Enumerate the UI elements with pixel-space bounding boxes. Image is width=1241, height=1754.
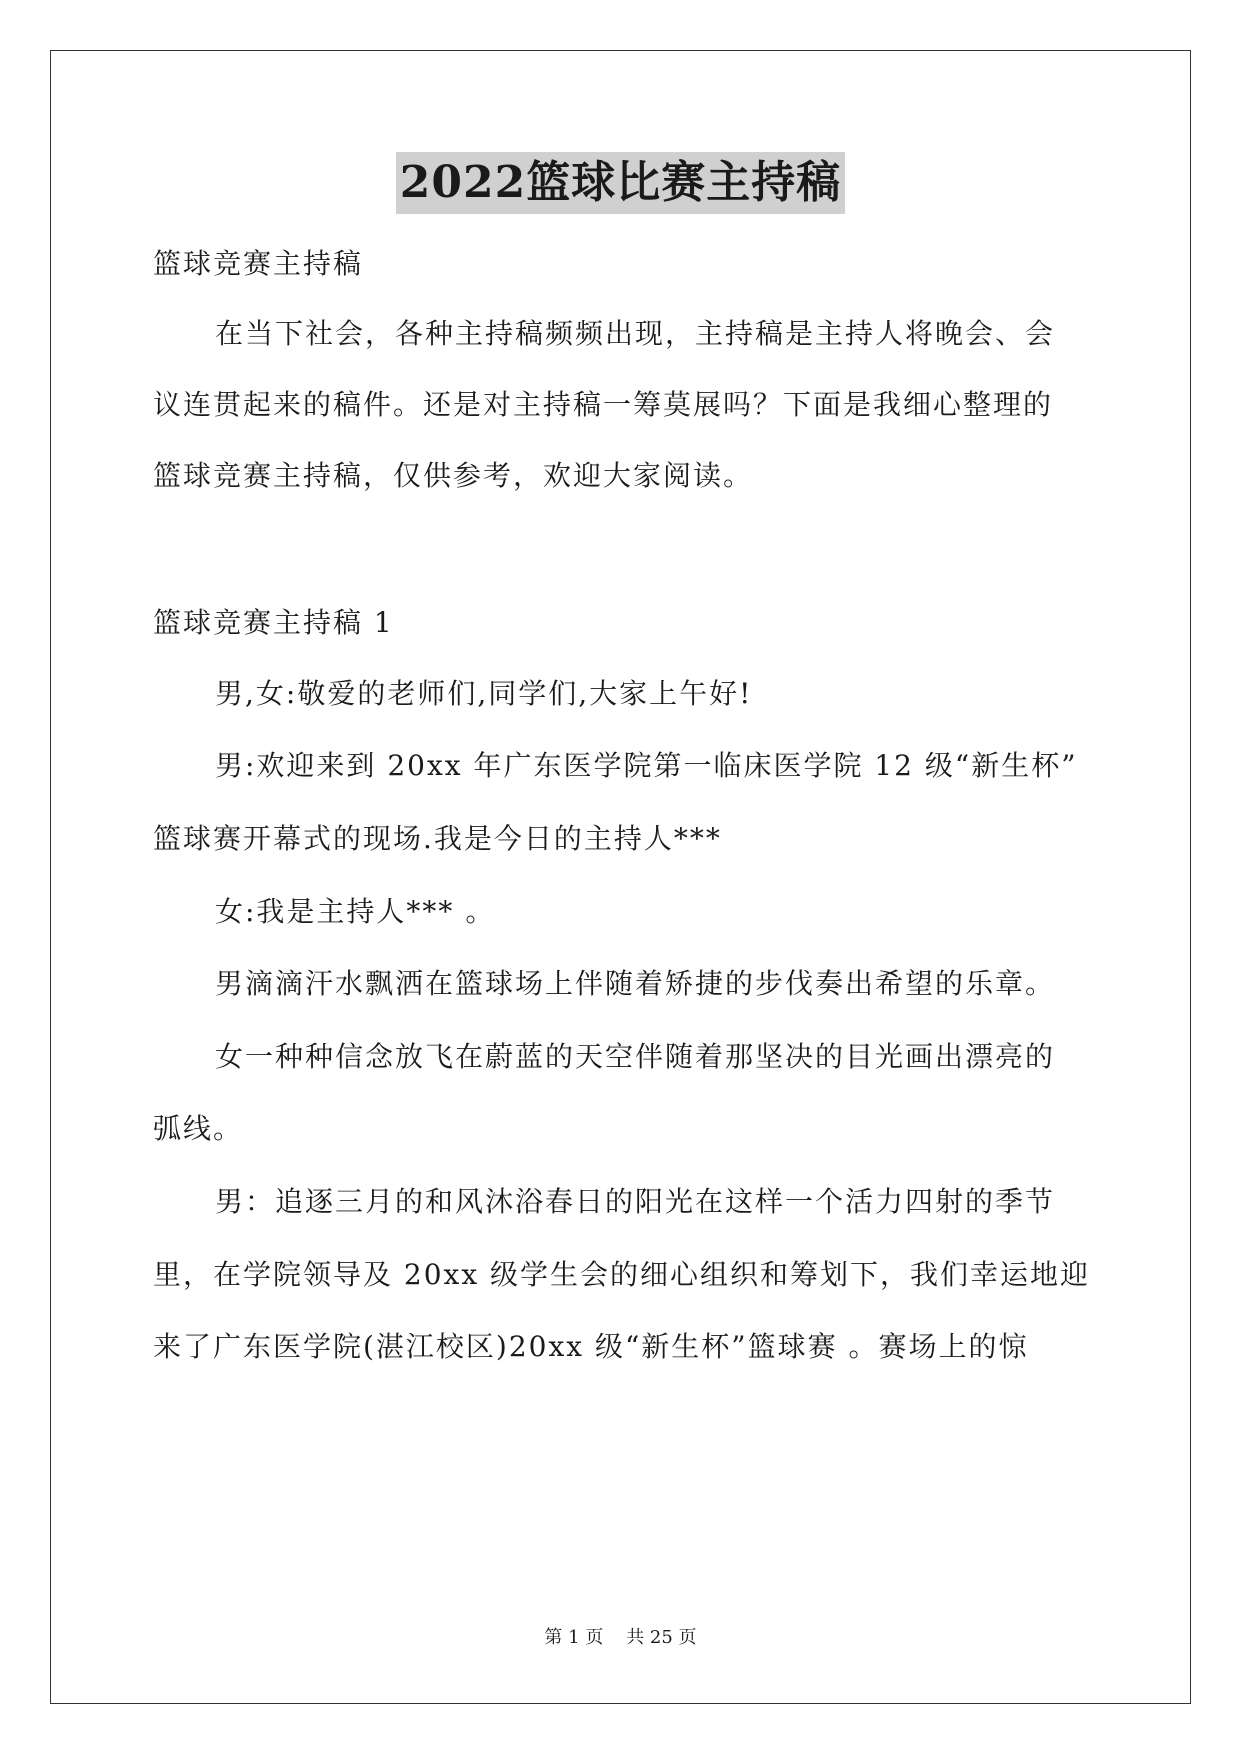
section-heading: 篮球竞赛主持稿 <box>153 247 364 280</box>
document-title: 2022篮球比赛主持稿 <box>396 152 845 214</box>
page-border <box>50 50 1191 1704</box>
paragraph-line: 弧线。 <box>153 1112 244 1145</box>
page-footer: 第 1 页 共 25 页 <box>544 1627 697 1648</box>
paragraph-line: 里，在学院领导及 20xx 级学生会的细心组织和筹划下，我们幸运地迎 <box>153 1258 1091 1291</box>
paragraph-line: 篮球赛开幕式的现场.我是今日的主持人*** <box>153 822 722 855</box>
paragraph-line: 男：追逐三月的和风沐浴春日的阳光在这样一个活力四射的季节 <box>215 1185 1056 1218</box>
paragraph-line: 女一种种信念放飞在蔚蓝的天空伴随着那坚决的目光画出漂亮的 <box>215 1040 1056 1073</box>
paragraph-line: 男滴滴汗水飘洒在篮球场上伴随着矫捷的步伐奏出希望的乐章。 <box>215 967 1056 1000</box>
section-heading: 篮球竞赛主持稿 1 <box>153 606 394 639</box>
title-container <box>0 152 1241 214</box>
paragraph-line: 来了广东医学院(湛江校区)20xx 级“新生杯”篮球赛 。赛场上的惊 <box>153 1330 1029 1363</box>
paragraph-line: 议连贯起来的稿件。还是对主持稿一筹莫展吗？下面是我细心整理的 <box>153 388 1054 421</box>
paragraph-line: 篮球竞赛主持稿，仅供参考，欢迎大家阅读。 <box>153 459 754 492</box>
paragraph-line: 男,女:敬爱的老师们,同学们,大家上午好! <box>215 677 753 710</box>
paragraph-line: 在当下社会，各种主持稿频频出现，主持稿是主持人将晚会、会 <box>215 317 1056 350</box>
paragraph-line: 男:欢迎来到 20xx 年广东医学院第一临床医学院 12 级“新生杯” <box>215 749 1078 782</box>
paragraph-line: 女:我是主持人*** 。 <box>215 895 496 928</box>
